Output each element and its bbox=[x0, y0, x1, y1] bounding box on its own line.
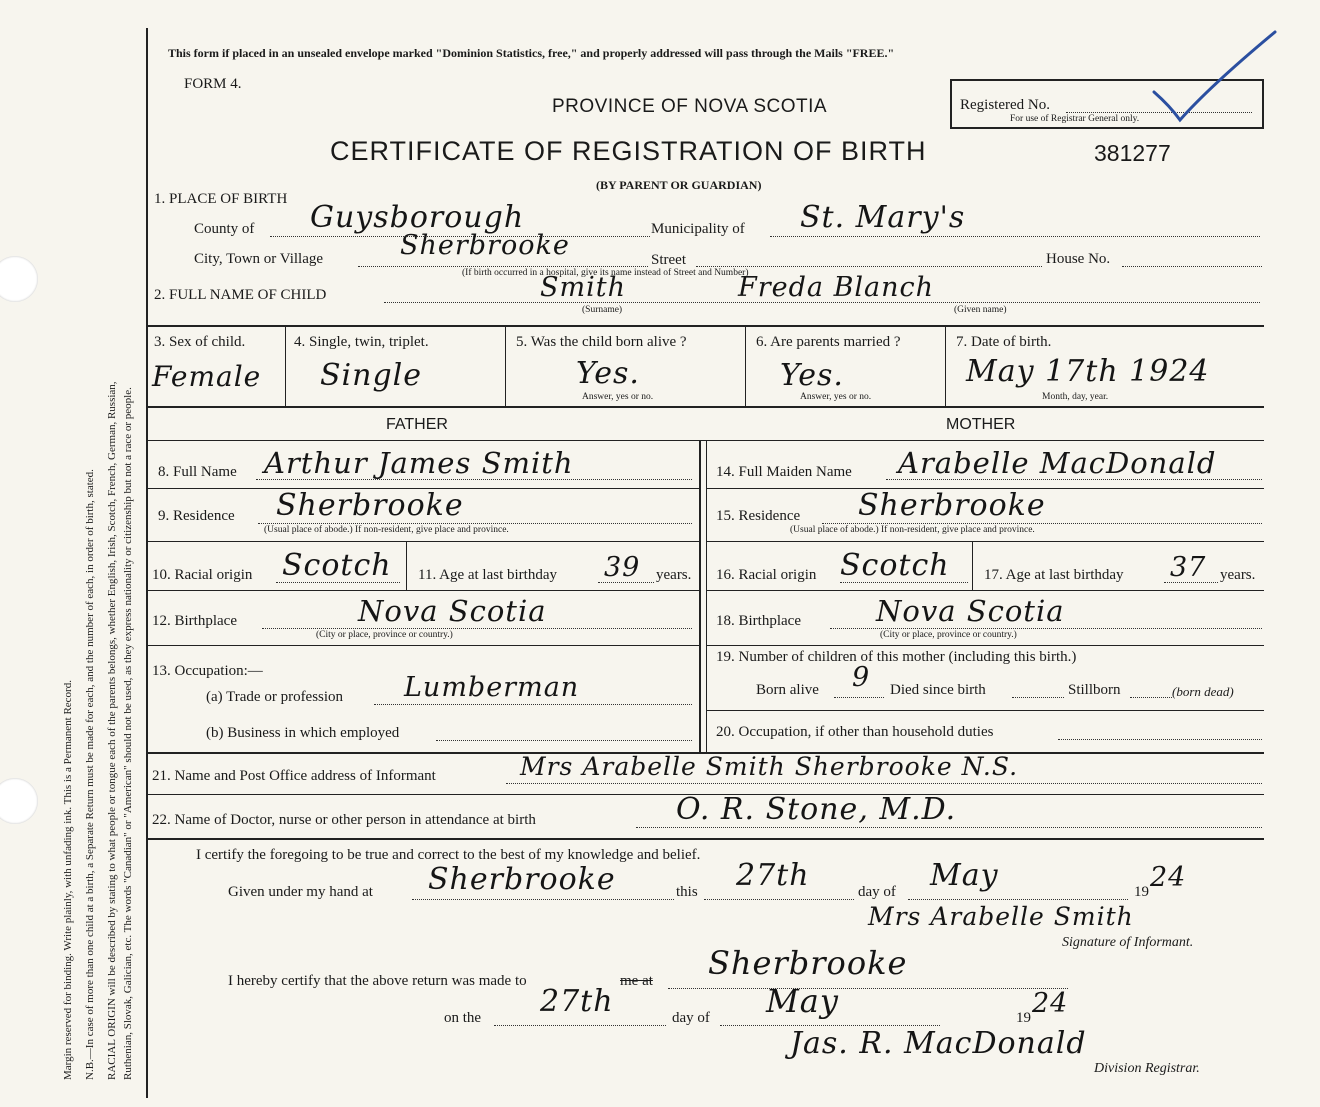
province-heading: PROVINCE OF NOVA SCOTIA bbox=[552, 96, 828, 117]
father-racial-value: Scotch bbox=[282, 548, 392, 583]
father-name-label: 8. Full Name bbox=[158, 464, 237, 480]
margin-nb-note: N.B.—In case of more than one child at a birth, a Separate Return must be made for each, and the number of each, in order of birth, stated. bbox=[84, 469, 96, 1080]
father-birthplace-dots bbox=[262, 628, 692, 629]
child-surname: Smith bbox=[540, 272, 626, 303]
margin-rule bbox=[146, 28, 148, 1098]
single-label: 4. Single, twin, triplet. bbox=[294, 334, 429, 350]
mother-racial-divider bbox=[972, 542, 973, 590]
registrar-day-of-label: day of bbox=[672, 1010, 710, 1026]
mother-racial-value: Scotch bbox=[840, 548, 950, 583]
father-trade-value: Lumberman bbox=[404, 672, 580, 703]
registrar-place: Sherbrooke bbox=[708, 944, 908, 982]
punch-hole-top bbox=[0, 256, 38, 302]
mother-residence-note: (Usual place of abode.) If non-resident, give place and province. bbox=[790, 525, 1035, 535]
doctor-label: 22. Name of Doctor, nurse or other person in attendance at birth bbox=[152, 812, 536, 828]
alive-answer-note: Answer, yes or no. bbox=[582, 392, 654, 402]
married-answer-note: Answer, yes or no. bbox=[800, 392, 872, 402]
father-business-dots bbox=[436, 740, 692, 741]
informant-dots bbox=[506, 783, 1262, 784]
mother-rule-5 bbox=[707, 710, 1264, 711]
margin-binding-note: Margin reserved for binding. Write plainly, with unfading ink. This is a Permanent Record. bbox=[62, 680, 74, 1080]
informant-value: Mrs Arabelle Smith Sherbrooke N.S. bbox=[520, 752, 1019, 781]
mother-residence-value: Sherbrooke bbox=[858, 488, 1046, 523]
city-dots bbox=[358, 266, 648, 267]
row3-bottom-rule bbox=[146, 406, 1264, 408]
registered-label: Registered No. bbox=[960, 97, 1050, 113]
father-age-label: 11. Age at last birthday bbox=[418, 567, 557, 583]
father-business-label: (b) Business in which employed bbox=[206, 725, 400, 741]
street-note: (If birth occurred in a hospital, give its name instead of Street and Number) bbox=[462, 268, 749, 278]
died-dots bbox=[1012, 697, 1064, 698]
row3-divider-1 bbox=[285, 327, 286, 406]
registrar-struck-text: me at bbox=[620, 973, 653, 989]
parents-center-divider bbox=[699, 440, 701, 752]
mother-residence-label: 15. Residence bbox=[716, 508, 801, 524]
informant-label: 21. Name and Post Office address of Informant bbox=[152, 768, 436, 784]
father-age-value: 39 bbox=[604, 552, 641, 583]
mother-rule-3 bbox=[707, 590, 1264, 591]
house-label: House No. bbox=[1046, 251, 1111, 267]
registrar-day-dots bbox=[494, 1025, 666, 1026]
given-name-note: (Given name) bbox=[954, 305, 1007, 315]
mother-age-value: 37 bbox=[1170, 552, 1207, 583]
died-label: Died since birth bbox=[890, 682, 986, 698]
given-day: 27th bbox=[736, 858, 810, 893]
parents-center-divider-2 bbox=[706, 440, 707, 752]
born-alive-label: Born alive bbox=[756, 682, 819, 698]
born-alive-dots bbox=[834, 697, 884, 698]
father-name-value: Arthur James Smith bbox=[264, 446, 574, 480]
registrar-month: May bbox=[766, 982, 839, 1020]
date-label: 7. Date of birth. bbox=[956, 334, 1052, 350]
mother-residence-dots bbox=[822, 523, 1262, 524]
municipality-value: St. Mary's bbox=[800, 200, 966, 235]
father-residence-label: 9. Residence bbox=[158, 508, 235, 524]
children-label: 19. Number of children of this mother (including this birth.) bbox=[716, 649, 1077, 665]
registrar-year-prefix: 19 bbox=[1016, 1010, 1031, 1026]
mother-occupation-dots bbox=[1058, 739, 1262, 740]
born-alive-value: 9 bbox=[852, 662, 871, 693]
date-note: Month, day, year. bbox=[1042, 392, 1109, 402]
county-label: County of bbox=[194, 221, 255, 237]
row3-divider-2 bbox=[505, 327, 506, 406]
father-trade-dots bbox=[374, 704, 692, 705]
child-given-name: Freda Blanch bbox=[738, 272, 935, 303]
municipality-label: Municipality of bbox=[651, 221, 745, 237]
mother-name-value: Arabelle MacDonald bbox=[898, 446, 1217, 480]
father-racial-label: 10. Racial origin bbox=[152, 567, 253, 583]
given-place-dots bbox=[412, 899, 674, 900]
given-place: Sherbrooke bbox=[428, 862, 616, 897]
registrar-title-label: Division Registrar. bbox=[1094, 1061, 1200, 1076]
father-birthplace-note: (City or place, province or country.) bbox=[316, 630, 453, 640]
stillborn-dots bbox=[1130, 697, 1172, 698]
father-rule-4 bbox=[146, 645, 699, 646]
father-birthplace-value: Nova Scotia bbox=[358, 594, 547, 628]
registrar-statement: I hereby certify that the above return was made to bbox=[228, 973, 527, 989]
punch-hole-bottom bbox=[0, 778, 38, 824]
sex-label: 3. Sex of child. bbox=[154, 334, 246, 350]
father-residence-value: Sherbrooke bbox=[276, 488, 464, 523]
place-of-birth-label: 1. PLACE OF BIRTH bbox=[154, 191, 288, 207]
father-occupation-label: 13. Occupation:— bbox=[152, 663, 263, 679]
father-rule-3 bbox=[146, 590, 699, 591]
doctor-value: O. R. Stone, M.D. bbox=[676, 792, 957, 827]
child-name-label: 2. FULL NAME OF CHILD bbox=[154, 287, 327, 303]
given-this-label: this bbox=[676, 884, 698, 900]
father-racial-divider bbox=[406, 542, 407, 590]
city-value: Sherbrooke bbox=[400, 230, 570, 261]
county-value: Guysborough bbox=[310, 200, 525, 235]
registrar-place-dots bbox=[668, 988, 1068, 989]
stillborn-label: Stillborn bbox=[1068, 682, 1121, 698]
father-rule-2 bbox=[146, 541, 699, 542]
pen-check-mark bbox=[1150, 26, 1280, 136]
mother-birthplace-label: 18. Birthplace bbox=[716, 613, 801, 629]
registered-note: For use of Registrar General only. bbox=[1010, 114, 1140, 124]
certify-statement: I certify the foregoing to be true and correct to the best of my knowledge and belief. bbox=[196, 847, 701, 863]
house-dots bbox=[1122, 266, 1262, 267]
city-label: City, Town or Village bbox=[194, 251, 324, 267]
registrar-year: 24 bbox=[1032, 988, 1069, 1019]
registrar-day: 27th bbox=[540, 984, 614, 1019]
municipality-dots bbox=[770, 236, 1260, 237]
informant-signature-label: Signature of Informant. bbox=[1062, 935, 1194, 950]
row3-divider-3 bbox=[745, 327, 746, 406]
registrar-on-the-label: on the bbox=[444, 1010, 482, 1026]
mother-occupation-label: 20. Occupation, if other than household duties bbox=[716, 724, 994, 740]
sex-value: Female bbox=[152, 360, 262, 393]
given-month: May bbox=[930, 858, 999, 893]
married-value: Yes. bbox=[780, 358, 844, 393]
doctor-rule bbox=[146, 838, 1264, 840]
mother-rule-4 bbox=[707, 645, 1264, 646]
mother-name-label: 14. Full Maiden Name bbox=[716, 464, 852, 480]
row3-top-rule bbox=[146, 325, 1264, 327]
date-value: May 17th 1924 bbox=[966, 354, 1210, 389]
given-label: Given under my hand at bbox=[228, 884, 373, 900]
given-day-of-label: day of bbox=[858, 884, 896, 900]
given-year: 24 bbox=[1150, 862, 1187, 893]
street-dots bbox=[696, 266, 1042, 267]
alive-value: Yes. bbox=[576, 356, 640, 391]
father-residence-dots bbox=[258, 523, 692, 524]
margin-racial-note-2: Ruthenian, Slovak, Galician, etc. The words "Canadian" or "American" should not be used, as they express nationality or citizenship but not a race or people. bbox=[122, 387, 134, 1080]
mother-birthplace-note: (City or place, province or country.) bbox=[880, 630, 1017, 640]
given-day-dots bbox=[704, 899, 854, 900]
father-birthplace-label: 12. Birthplace bbox=[152, 613, 237, 629]
given-year-prefix: 19 bbox=[1134, 884, 1149, 900]
mother-age-label: 17. Age at last birthday bbox=[984, 567, 1124, 583]
father-residence-note: (Usual place of abode.) If non-resident, give place and province. bbox=[264, 525, 509, 535]
margin-racial-note-1: RACIAL ORIGIN will be described by stating to what people or tongue each of the parents belongs, whether English, Irish, Scotch, French, German, Russian, bbox=[106, 381, 118, 1080]
row3-divider-4 bbox=[945, 327, 946, 406]
mother-header: MOTHER bbox=[946, 416, 1016, 433]
given-month-dots bbox=[908, 899, 1128, 900]
mother-racial-label: 16. Racial origin bbox=[716, 567, 817, 583]
form-number: FORM 4. bbox=[184, 76, 242, 92]
parents-rule-1 bbox=[146, 440, 1264, 441]
registrar-signature: Jas. R. MacDonald bbox=[790, 1026, 1087, 1061]
mother-birthplace-value: Nova Scotia bbox=[876, 594, 1065, 628]
father-age-unit: years. bbox=[656, 567, 692, 583]
single-value: Single bbox=[320, 358, 423, 393]
stillborn-note: (born dead) bbox=[1172, 684, 1234, 699]
top-notice: This form if placed in an unsealed envelope marked "Dominion Statistics, free," and properly addressed will pass through the Mails "FREE." bbox=[168, 46, 895, 60]
father-header: FATHER bbox=[386, 416, 448, 433]
certificate-title: CERTIFICATE OF REGISTRATION OF BIRTH bbox=[330, 136, 927, 166]
alive-label: 5. Was the child born alive ? bbox=[516, 334, 687, 350]
mother-age-unit: years. bbox=[1220, 567, 1256, 583]
certificate-subtitle: (BY PARENT OR GUARDIAN) bbox=[596, 178, 762, 192]
doctor-dots bbox=[636, 827, 1262, 828]
informant-signature: Mrs Arabelle Smith bbox=[868, 902, 1134, 931]
father-trade-label: (a) Trade or profession bbox=[206, 689, 344, 705]
mother-rule-2 bbox=[707, 541, 1264, 542]
married-label: 6. Are parents married ? bbox=[756, 334, 901, 350]
street-label: Street bbox=[651, 252, 686, 268]
mother-birthplace-dots bbox=[830, 628, 1262, 629]
registered-number: 381277 bbox=[1094, 140, 1171, 166]
surname-note: (Surname) bbox=[582, 305, 623, 315]
